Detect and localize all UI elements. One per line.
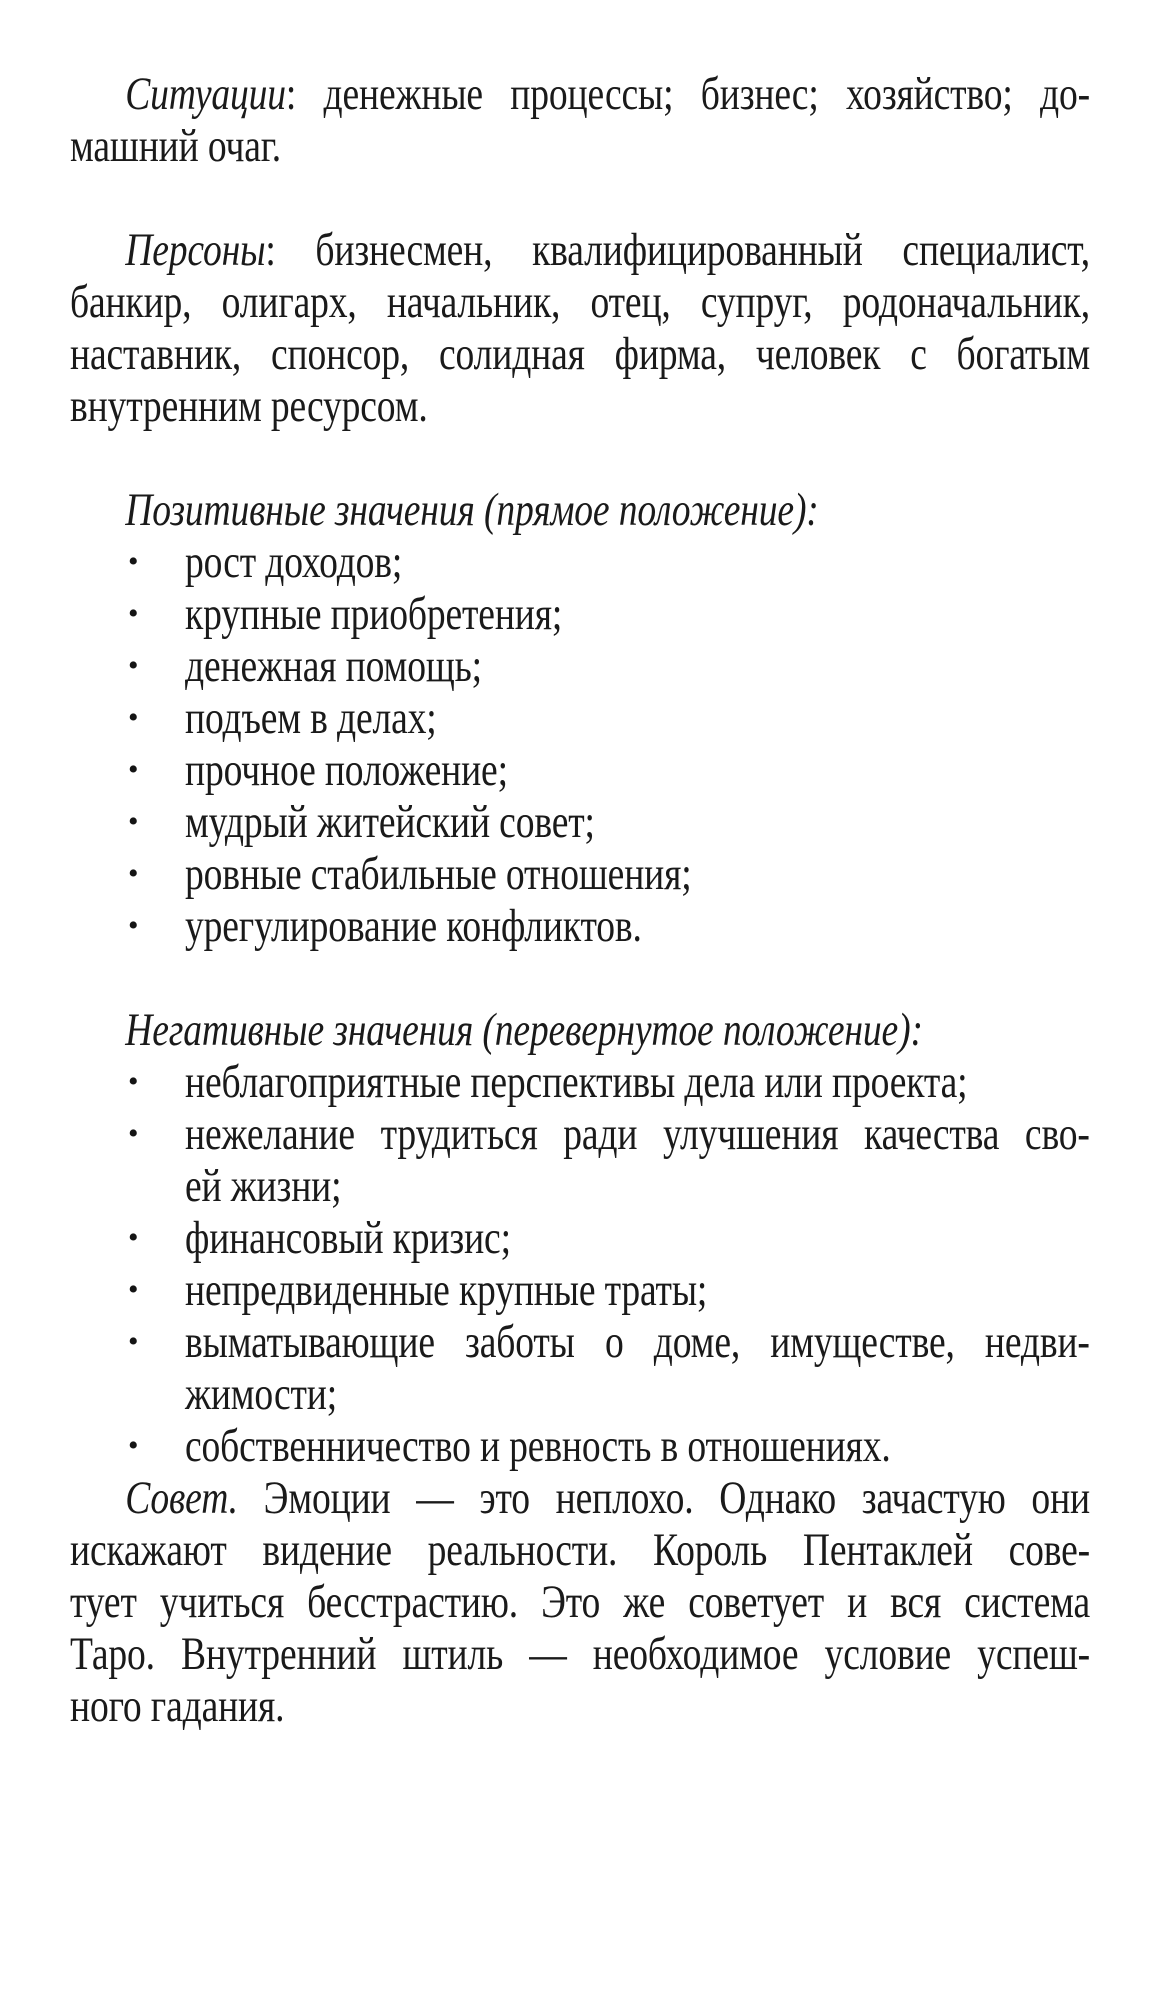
line-text: [70, 484, 1090, 536]
bullet-icon: •: [128, 805, 139, 838]
regular-text: : бизнесмен, квалифицированный специалист,: [265, 224, 1090, 276]
bullet-icon: •: [128, 1325, 139, 1358]
regular-text: прочное положение;: [185, 744, 508, 796]
blank-line: [70, 952, 1090, 1004]
regular-text: рост доходов;: [185, 536, 403, 588]
line-text: [185, 1368, 1090, 1420]
list-item: [70, 1264, 1090, 1316]
list-item-continuation: [70, 1160, 1090, 1212]
bullet-icon: •: [128, 857, 139, 890]
list-item: [70, 796, 1090, 848]
line-text: [70, 1628, 1090, 1680]
line-text: [185, 848, 1090, 900]
line-text: [70, 1524, 1090, 1576]
regular-text: искажают видение реальности. Король Пентаклей сове-: [70, 1524, 1090, 1576]
line-text: [70, 120, 1090, 172]
regular-text: неблагоприятные перспективы дела или проекта;: [185, 1056, 968, 1108]
regular-text: нежелание трудиться ради улучшения качества сво-: [185, 1108, 1090, 1160]
text-line: [70, 1576, 1090, 1628]
list-item: [70, 1316, 1090, 1368]
regular-text: жимости;: [185, 1368, 338, 1420]
list-item: [70, 536, 1090, 588]
bullet-icon: •: [128, 701, 139, 734]
regular-text: банкир, олигарх, начальник, отец, супруг, родоначальник,: [70, 276, 1090, 328]
line-text: [185, 744, 1090, 796]
line-text: [70, 380, 1090, 432]
line-text: [185, 1056, 1090, 1108]
line-text: [185, 588, 1090, 640]
list-item: [70, 588, 1090, 640]
regular-text: выматывающие заботы о доме, имуществе, недви-: [185, 1316, 1090, 1368]
line-text: [70, 276, 1090, 328]
bullet-icon: •: [128, 545, 139, 578]
regular-text: тует учиться бесстрастию. Это же советует и вся система: [70, 1576, 1090, 1628]
bullet-icon: •: [128, 597, 139, 630]
regular-text: денежная помощь;: [185, 640, 482, 692]
list-item: [70, 692, 1090, 744]
line-text: [185, 1212, 1090, 1264]
regular-text: ей жизни;: [185, 1160, 342, 1212]
line-text: [70, 1472, 1090, 1524]
regular-text: подъем в делах;: [185, 692, 437, 744]
regular-text: непредвиденные крупные траты;: [185, 1264, 708, 1316]
line-text: [185, 640, 1090, 692]
regular-text: : денежные процессы; бизнес; хозяйство; до-: [285, 68, 1091, 120]
text-line: [70, 224, 1090, 276]
text-line: [70, 1524, 1090, 1576]
blank-line: [70, 172, 1090, 224]
text-line: [70, 68, 1090, 120]
regular-text: машний очаг.: [70, 120, 282, 172]
line-text: [185, 1420, 1090, 1472]
line-text: [185, 1160, 1090, 1212]
line-text: [70, 224, 1090, 276]
regular-text: крупные приобретения;: [185, 588, 563, 640]
list-item: [70, 640, 1090, 692]
italic-text: Ситуации: [125, 68, 286, 120]
text-line: [70, 1472, 1090, 1524]
line-text: [70, 1004, 1090, 1056]
list-item: [70, 1056, 1090, 1108]
line-text: [185, 900, 1090, 952]
text-line: [70, 380, 1090, 432]
regular-text: мудрый житейский совет;: [185, 796, 595, 848]
text-line: [70, 120, 1090, 172]
list-item: [70, 1420, 1090, 1472]
blank-line: [70, 432, 1090, 484]
list-item: [70, 900, 1090, 952]
text-content: [70, 0, 1090, 1732]
bullet-icon: •: [128, 1429, 139, 1462]
italic-text: Негативные значения (перевернутое положение):: [125, 1004, 923, 1056]
text-line: [70, 1680, 1090, 1732]
line-text: [185, 536, 1090, 588]
line-text: [70, 1680, 1090, 1732]
line-text: [185, 692, 1090, 744]
list-item-continuation: [70, 1368, 1090, 1420]
text-line: [70, 1628, 1090, 1680]
text-line: [70, 328, 1090, 380]
line-text: [185, 1264, 1090, 1316]
bullet-icon: •: [128, 753, 139, 786]
bullet-icon: •: [128, 1065, 139, 1098]
bullet-icon: •: [128, 1221, 139, 1254]
regular-text: финансовый кризис;: [185, 1212, 511, 1264]
italic-text: Персоны: [125, 224, 266, 276]
regular-text: наставник, спонсор, солидная фирма, человек с богатым: [70, 328, 1090, 380]
line-text: [185, 796, 1090, 848]
regular-text: Таро. Внутренний штиль — необходимое условие успеш-: [70, 1628, 1090, 1680]
text-line: [70, 276, 1090, 328]
italic-text: Совет.: [125, 1472, 238, 1524]
line-text: [185, 1316, 1090, 1368]
line-text: [185, 1108, 1090, 1160]
regular-text: собственничество и ревность в отношениях.: [185, 1420, 891, 1472]
list-item: [70, 1212, 1090, 1264]
bullet-icon: •: [128, 1273, 139, 1306]
list-item: [70, 1108, 1090, 1160]
list-item: [70, 744, 1090, 796]
regular-text: урегулирование конфликтов.: [185, 900, 642, 952]
regular-text: внутренним ресурсом.: [70, 380, 428, 432]
regular-text: ного гадания.: [70, 1680, 285, 1732]
line-text: [70, 328, 1090, 380]
list-item: [70, 848, 1090, 900]
bullet-icon: •: [128, 1117, 139, 1150]
bullet-icon: •: [128, 649, 139, 682]
line-text: [70, 68, 1090, 120]
line-text: [70, 1576, 1090, 1628]
regular-text: ровные стабильные отношения;: [185, 848, 692, 900]
text-line: [70, 1004, 1090, 1056]
regular-text: Эмоции — это неплохо. Однако зачастую они: [237, 1472, 1091, 1524]
italic-text: Позитивные значения (прямое положение):: [125, 484, 819, 536]
bullet-icon: •: [128, 909, 139, 942]
text-line: [70, 484, 1090, 536]
